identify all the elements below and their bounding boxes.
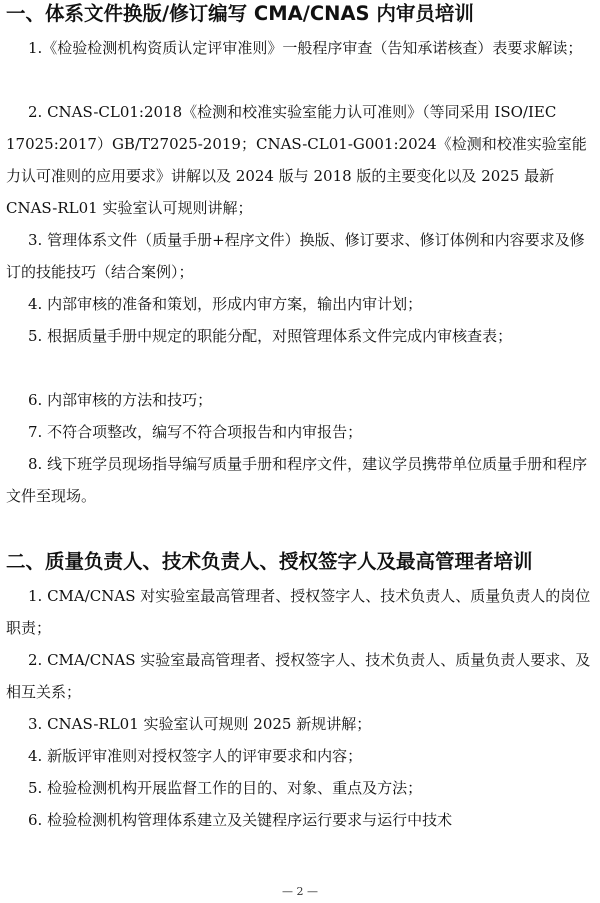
section-1-item-8: 8. 线下班学员现场指导编写质量手册和程序文件，建议学员携带单位质量手册和程序文件至现场。	[6, 455, 588, 505]
section-1-item-4: 4. 内部审核的准备和策划，形成内审方案，输出内审计划；	[28, 295, 423, 313]
page-number: — 2 —	[282, 885, 318, 898]
section-1-item-3: 3. 管理体系文件（质量手册+程序文件）换版、修订要求、修订体例和内容要求及修订的技能技巧（结合案例）；	[6, 231, 585, 281]
section-2-item-5: 5. 检验检测机构开展监督工作的目的、对象、重点及方法；	[28, 779, 423, 797]
section-2-item-1: 1. CMA/CNAS 对实验室最高管理者、授权签字人、技术负责人、质量负责人的岗位职责；	[6, 587, 591, 637]
section-2-item-4: 4. 新版评审准则对授权签字人的评审要求和内容；	[28, 747, 363, 765]
section-1-item-7: 7. 不符合项整改，编写不符合项报告和内审报告；	[28, 423, 363, 441]
section-1-item-1: 1.《检验检测机构资质认定评审准则》一般程序审查（告知承诺核查）表要求解读；	[28, 39, 583, 57]
section-1-item-5: 5. 根据质量手册中规定的职能分配，对照管理体系文件完成内审核查表；	[28, 327, 513, 345]
section-2-item-2: 2. CMA/CNAS 实验室最高管理者、授权签字人、技术负责人、质量负责人要求、及相互关系；	[6, 651, 591, 701]
section-2-item-6: 6. 检验检测机构管理体系建立及关键程序运行要求与运行中技术	[28, 811, 453, 829]
section-1-item-6: 6. 内部审核的方法和技巧；	[28, 391, 213, 409]
section-2-heading: 二、质量负责人、技术负责人、授权签字人及最高管理者培训	[6, 550, 533, 573]
section-1-heading: 一、体系文件换版/修订编写 CMA/CNAS 内审员培训	[6, 2, 474, 25]
section-1-item-2: 2. CNAS-CL01:2018《检测和校准实验室能力认可准则》（等同采用 ISO/IEC 17025:2017）GB/T27025-2019；CNAS-CL01-G001:2024《检测和校准实验室能力认可准则的应用要求》讲解以及 2024 版与 2018 版的主要变化以及 2025 最新 CNAS-RL01 实验室认可规则讲解；	[6, 103, 587, 217]
section-2-item-3: 3. CNAS-RL01 实验室认可规则 2025 新规讲解；	[28, 715, 372, 733]
